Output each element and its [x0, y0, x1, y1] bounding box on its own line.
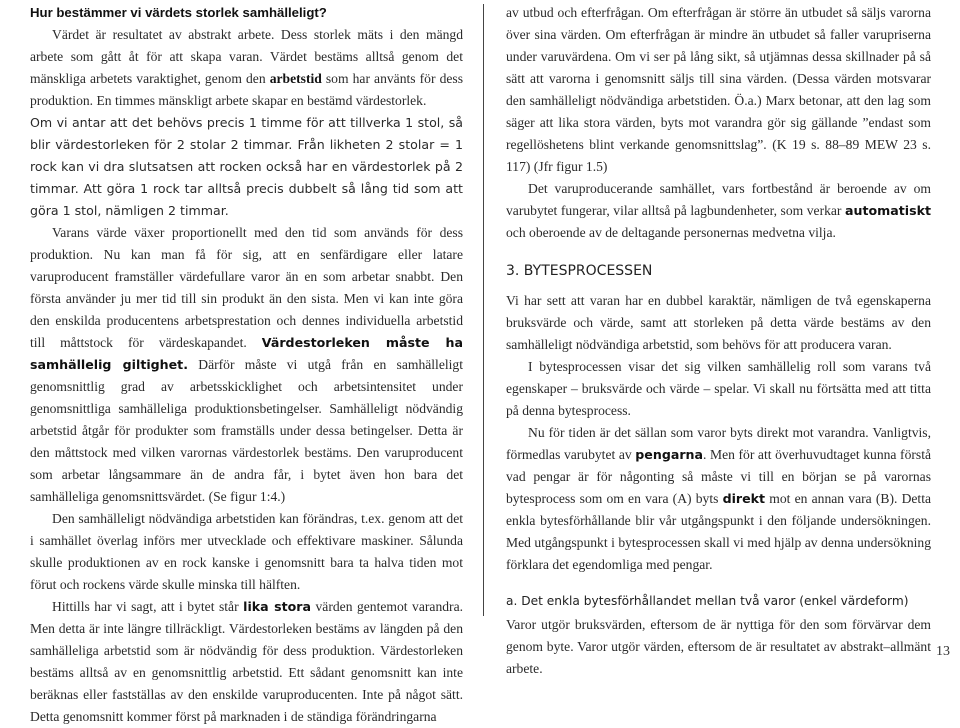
paragraph: Vi har sett att varan har en dubbel karaktär, nämligen de två egenskaperna bruksvärde och värde, samt att storleken på detta värde bestäms av den samhälleligt nödvändiga arbetstid, som behövs för att producera varan.	[506, 293, 931, 352]
bold-term: Värdestorleken måste ha samhällelig giltighet.	[30, 335, 464, 372]
column-divider	[483, 4, 484, 616]
right-column	[506, 2, 931, 680]
bold-term: lika stora	[243, 599, 311, 614]
paragraph	[30, 596, 463, 728]
paragraph: Den samhälleligt nödvändiga arbetstiden kan förändras, t.ex. genom att det i samhället överlag införs mer utvecklade och effektivare maskiner. Sålunda skulle produktionen av en rock kanske i genomsnitt bara ta halva tiden mot förut och rockens värde skulle minska till hälften.	[30, 511, 463, 592]
paragraph-text: Nu för tiden är det sällan som varor byts direkt mot varandra. Vanligtvis, förmedlas varubytet av	[506, 425, 931, 462]
paragraph-text: Därför måste vi utgå från en samhälleligt genomsnittlig grad av arbetsskicklighet och arbetsintensitet under genomsnittliga samhälleliga produktionsbetingelser. Samhälleligt nödvändig arbetstid åtgår för produkter som framställs under dessa betingelser. Detta är den måttstock med vilken varornas värdestorlek bestäms. Den varuproducent som arbetar långsammare än de andra får, i bytet även hon bara det samhälleliga genomsnittsvärdet. (Se figur 1:4.)	[30, 357, 463, 504]
paragraph: I bytesprocessen visar det sig vilken samhällelig roll som varans två egenskaper – bruksvärde och värde – spelar. Vi skall nu förtsätta med att titta på denna bytesprocess.	[506, 359, 931, 418]
paragraph-text: Varans värde växer proportionellt med den tid som används för dess produktion. Nu kan man få för sig, att en senfärdigare eller latare varuproducent framställer värdefullare varor än en som arbetar snabbt. Den första använder ju mer tid till sin produkt än den sista. Men vi kan inte göra den enskilda producentens arbetsprestation och dennes individuella arbetstid till måttstock för värdeskapandet.	[30, 225, 463, 350]
subsection-heading: a. Det enkla bytesförhållandet mellan två varor (enkel värdeform)	[506, 594, 909, 608]
section-title: Hur bestämmer vi värdets storlek samhälleligt?	[30, 5, 327, 20]
paragraph	[506, 422, 931, 576]
paragraph: Om vi antar att det behövs precis 1 timme för att tillverka 1 stol, så blir värdestorleken för 2 stolar 2 timmar. Från likheten 2 stolar = 1 rock kan vi dra slutsatsen att rocken också har en värdestorlek på 2 timmar. Att göra 1 rock tar alltså precis dubbelt så lång tid som att göra 1 stol, nämligen 2 timmar.	[30, 115, 463, 218]
paragraph-text: Hittills har vi sagt, att i bytet står	[52, 599, 239, 614]
page-number: 13	[936, 644, 950, 659]
paragraph	[506, 178, 931, 244]
paragraph-text: mot en annan vara (B). Detta enkla bytesförhållande blir vår utgångspunkt i den följande undersökningen. Med utgångspunkt i bytesprocessen skall vi med hjälp av denna undersökning förklara det egendomliga med pengar.	[506, 491, 932, 572]
paragraph: av utbud och efterfrågan. Om efterfrågan är större än utbudet så säljs varorna över sina värden. Om efterfrågan är mindre än utbudet så faller varupriserna under varuvärdena. Om vi ser på lång sikt, så utjämnas dessa skillnader på så sätt att varorna i genomsnitt säljs till sina värden. (Dessa värden motsvarar den samhälleligt nödvändiga arbetstiden. Ö.a.) Marx betonar, att den lag som säger att lika stora värden, byts mot varandra gör sig gällande ”endast som regellöshetens blint verkande genomsnittslag”. (K 19 s. 88–89 MEW 23 s. 117) (Jfr figur 1.5)	[506, 5, 931, 174]
bold-term: arbetstid	[269, 71, 322, 86]
paragraph-text: och oberoende av de deltagande personernas medvetna vilja.	[506, 225, 836, 240]
left-column	[30, 2, 463, 728]
bold-term: pengarna	[635, 447, 704, 462]
paragraph	[30, 222, 463, 508]
paragraph-text: Det varuproducerande samhället, vars fortbestånd är beroende av om varubytet fungerar, vilar alltså på lagbundenheter, som verkar	[506, 181, 931, 218]
paragraph	[30, 24, 463, 112]
paragraph-text: . Men för att överhuvudtaget kunna förstå vad pengar är för någonting så måste vi till en början se på varornas bytesprocess som om en vara (A) byts	[506, 447, 932, 506]
paragraph-text: värden gentemot varandra. Men detta är inte längre tillräckligt. Värdestorleken bestäms av längden på den samhälleliga arbetstid som är nödvändig för dess produktion. Värdestorleken bestäms alltså av en genomsnittlig arbetstid. Ett sådant genomsnitt kan inte beräknas eller fastställas av den enskilde varuproducenten. Inte på något sätt. Detta genomsnitt kommer först på marknaden i de ständiga förändringarna	[30, 599, 463, 724]
bold-term: direkt	[722, 491, 766, 506]
paragraph-text: Värdet är resultatet av abstrakt arbete. Dess storlek mäts i den mängd arbete som gått åt för att skapa varan. Värdet bestäms alltså genom det mänskliga arbetets varaktighet, genom den	[30, 27, 463, 86]
section-heading: 3. BYTESPROCESSEN	[506, 263, 653, 279]
bold-term: automatiskt	[845, 203, 931, 218]
paragraph: Varor utgör bruksvärden, eftersom de är nyttiga för den som förvärvar dem genom byte. Varor utgör värden, eftersom de är resultatet av abstrakt–allmänt arbete.	[506, 617, 931, 676]
paragraph-text: som har använts för dess produktion. En timmes mänskligt arbete skapar en bestämd värdestorlek.	[30, 71, 463, 108]
